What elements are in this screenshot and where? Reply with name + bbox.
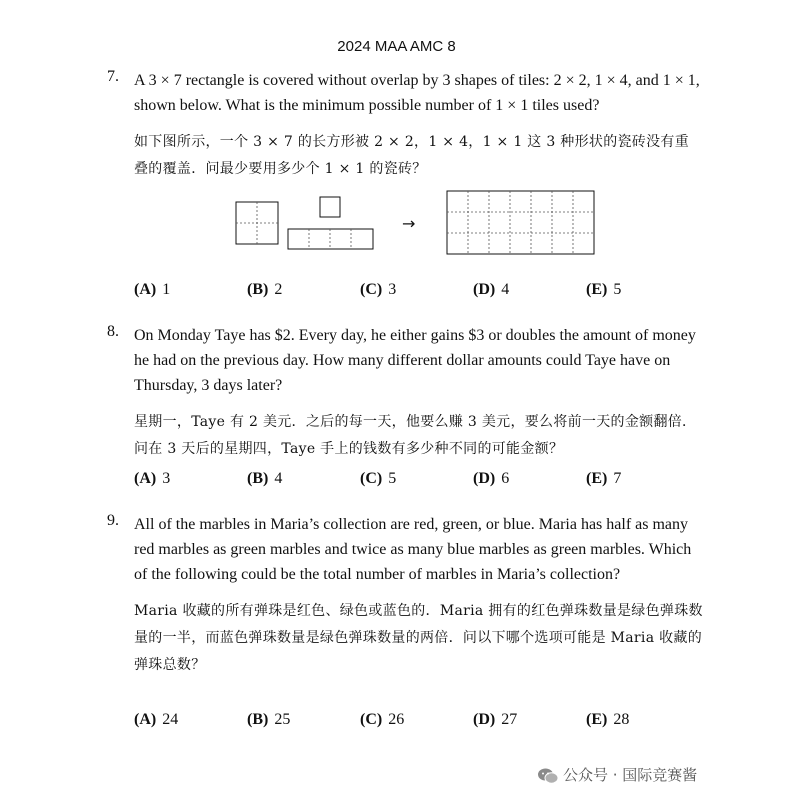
question-number: 7. <box>107 68 119 85</box>
watermark-text: 公众号 · 国际竞赛酱 <box>563 766 698 784</box>
tiles-figure <box>230 186 600 258</box>
tile-1x4 <box>288 229 373 249</box>
wechat-icon <box>537 767 559 785</box>
question-7 <box>107 68 703 183</box>
choice-b[interactable]: (B) 25 <box>247 711 291 728</box>
question-text-zh: 如下图所示，一个 3 × 7 的长方形被 2 × 2，1 × 4，1 × 1 这 3 种形状的瓷砖没有重叠的覆盖．问最少要用多少个 1 × 1 的瓷砖？ <box>134 134 689 177</box>
tile-1x1 <box>320 197 340 217</box>
choice-c[interactable]: (C) 26 <box>360 711 405 728</box>
choice-b[interactable]: (B) 2 <box>247 281 283 298</box>
tile-2x2 <box>236 202 278 244</box>
choice-e[interactable]: (E) 7 <box>586 470 622 487</box>
choice-e[interactable]: (E) 5 <box>586 281 622 298</box>
choice-b[interactable]: (B) 4 <box>247 470 283 487</box>
question-text-en: On Monday Taye has $2. Every day, he either gains $3 or doubles the amount of money he had on the previous day. How many different dollar amounts could Taye have on Thursday, 3 days later? <box>134 327 696 394</box>
question-number: 9. <box>107 512 119 529</box>
question-text-en: All of the marbles in Maria’s collection are red, green, or blue. Maria has half as many red marbles as green marbles and twice as many blue marbles as green marbles. Which of the following could be the total number of marbles in Maria’s collection? <box>134 516 692 583</box>
question-number: 8. <box>107 323 119 340</box>
choice-d[interactable]: (D) 6 <box>473 470 510 487</box>
watermark <box>537 764 697 785</box>
rectangle-3x7 <box>447 191 594 254</box>
choice-c[interactable]: (C) 5 <box>360 470 397 487</box>
choice-a[interactable]: (A) 24 <box>134 711 179 728</box>
choice-e[interactable]: (E) 28 <box>586 711 630 728</box>
choice-d[interactable]: (D) 27 <box>473 711 518 728</box>
choice-c[interactable]: (C) 3 <box>360 281 397 298</box>
choice-a[interactable]: (A) 3 <box>134 470 171 487</box>
question-text-zh: Maria 收藏的所有弹珠是红色、绿色或蓝色的．Maria 拥有的红色弹珠数量是绿色弹珠数量的一半，而蓝色弹珠数量是绿色弹珠数量的两倍．问以下哪个选项可能是 Maria 收藏的弹珠总数？ <box>134 603 703 673</box>
choice-d[interactable]: (D) 4 <box>473 281 510 298</box>
question-8 <box>107 323 703 463</box>
question-text-en: A 3 × 7 rectangle is covered without overlap by 3 shapes of tiles: 2 × 2, 1 × 4, and 1 × 1, shown below. What is the minimum possible number of 1 × 1 tiles used? <box>134 72 700 114</box>
page-header: 2024 MAA AMC 8 <box>337 38 456 55</box>
question-9 <box>107 512 703 679</box>
arrow-icon: → <box>402 214 416 233</box>
question-text-zh: 星期一，Taye 有 2 美元．之后的每一天，他要么赚 3 美元，要么将前一天的金额翻倍．问在 3 天后的星期四，Taye 手上的钱数有多少种不同的可能金额？ <box>134 414 697 457</box>
choice-a[interactable]: (A) 1 <box>134 281 171 298</box>
